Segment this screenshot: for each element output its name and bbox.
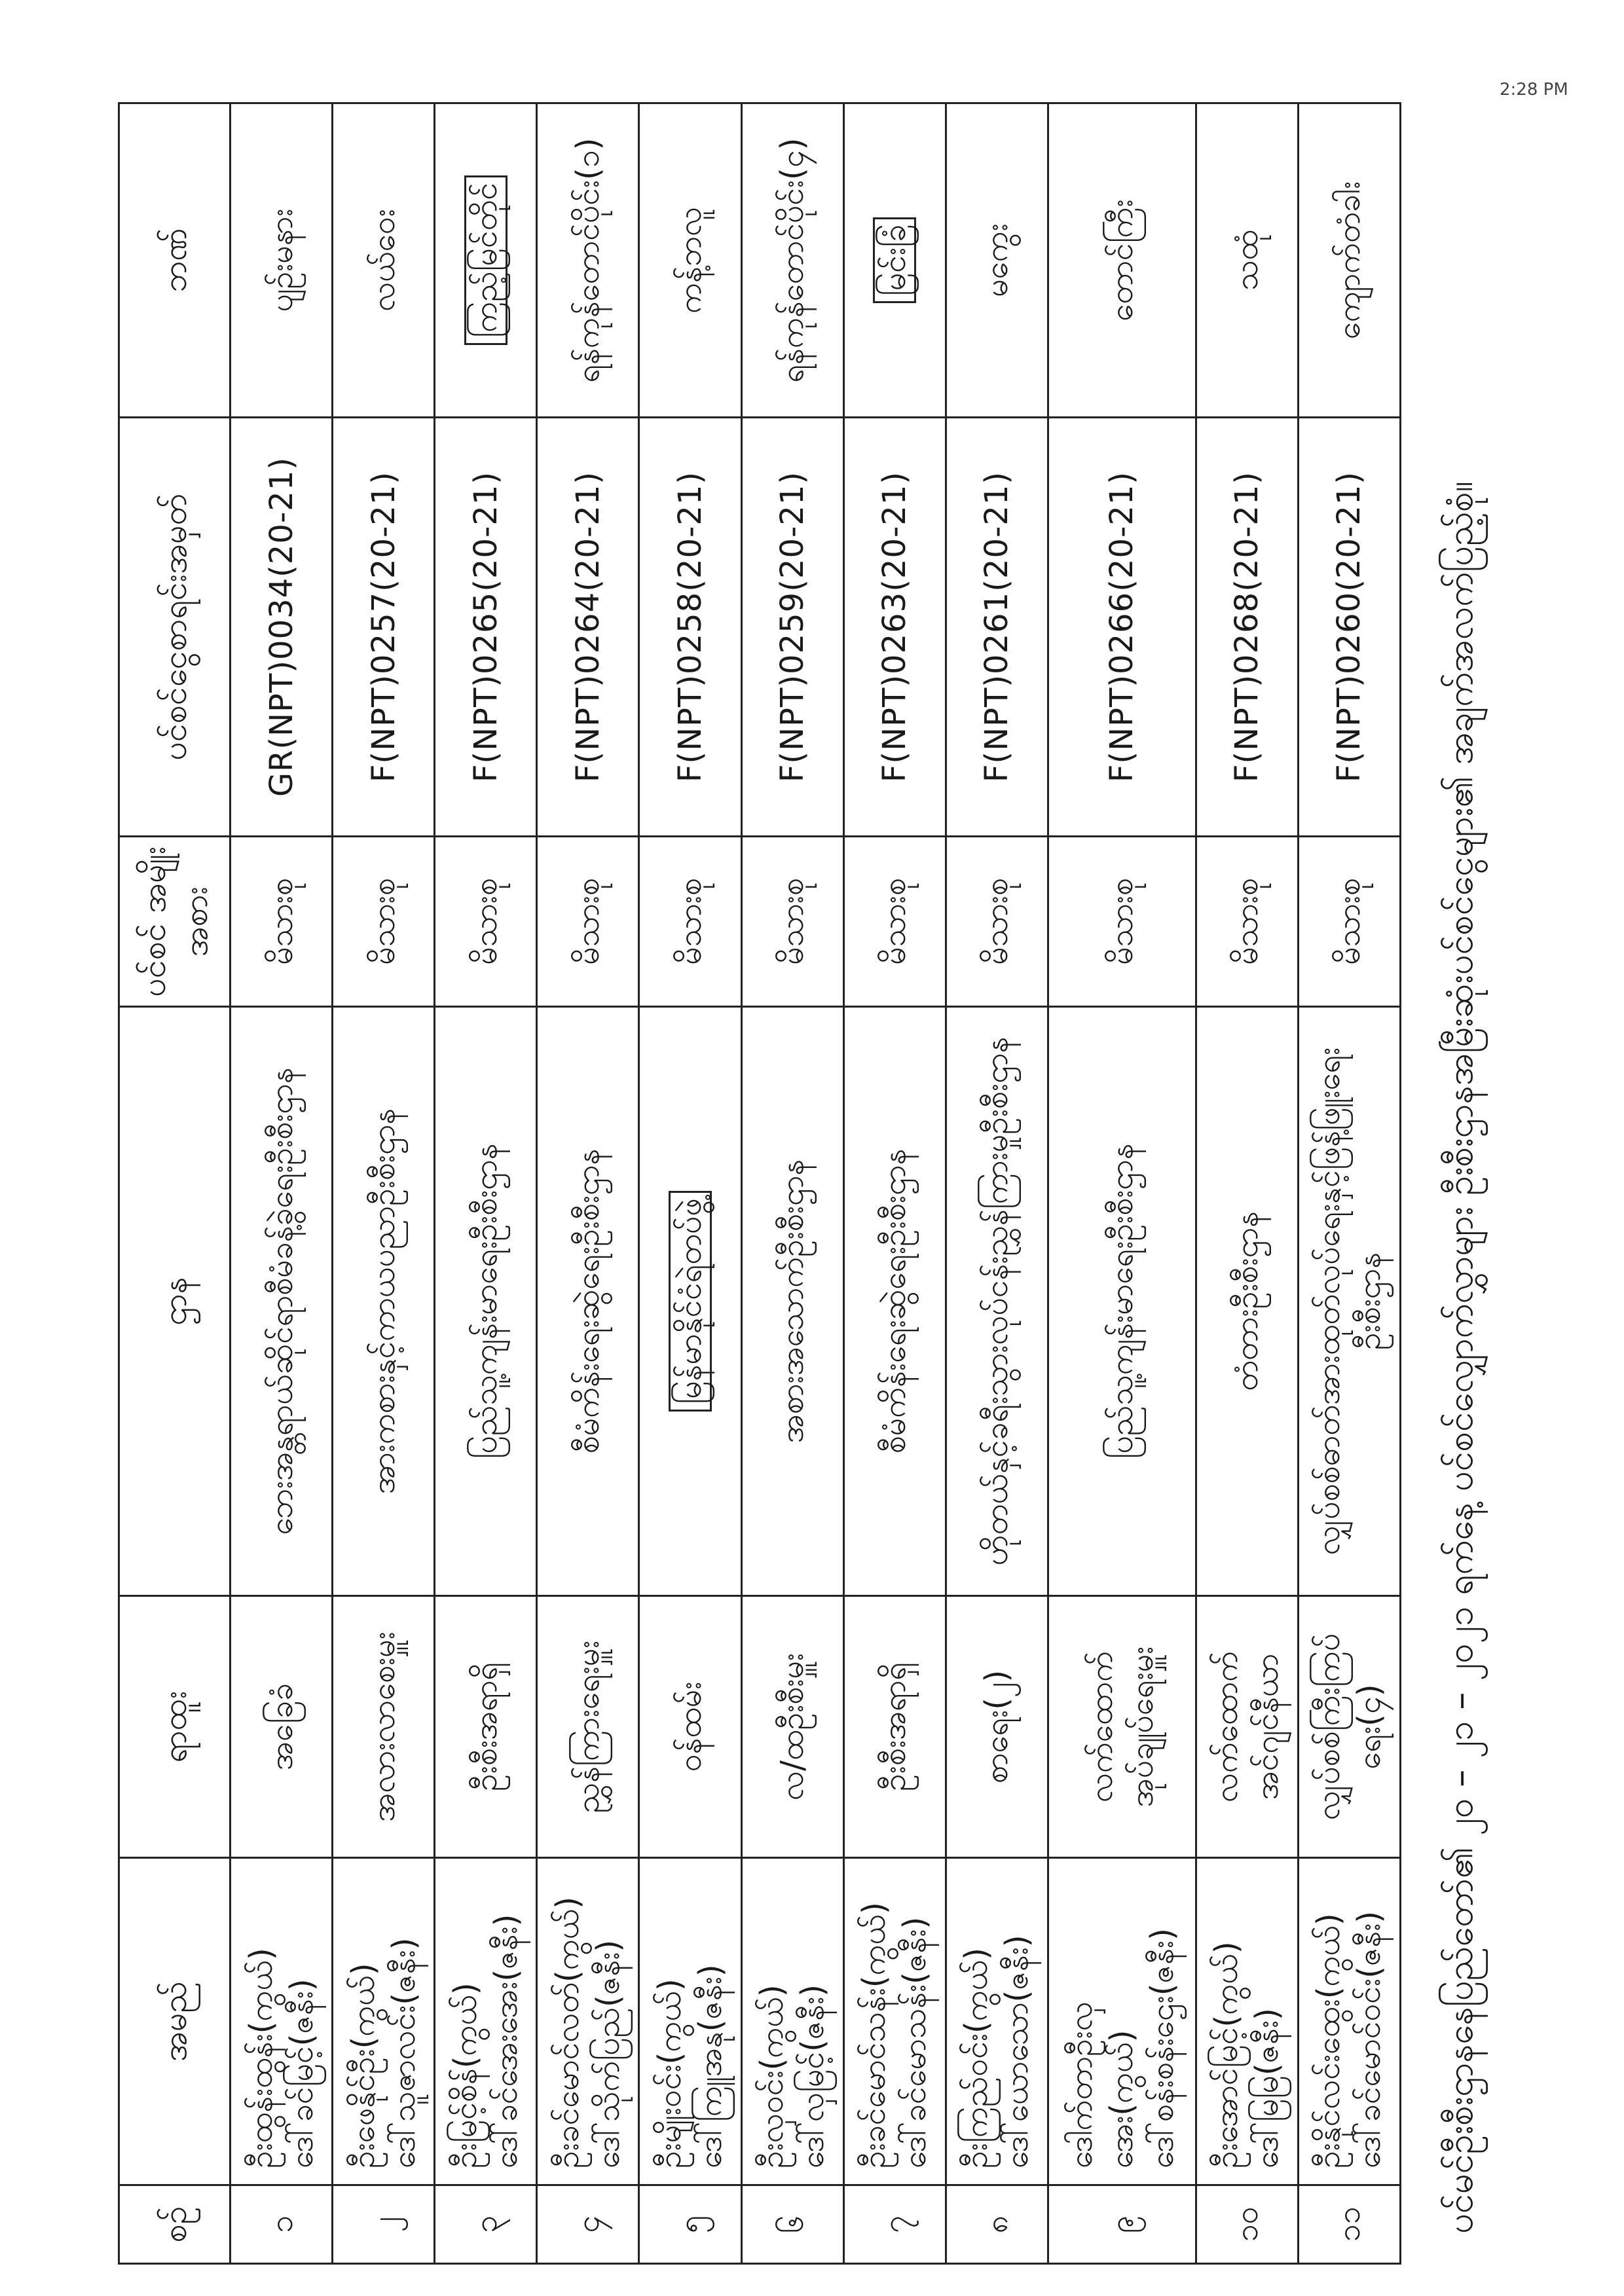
cell-name [946, 1858, 1048, 2185]
table-row [231, 103, 333, 2264]
cell-no: ၉ [1048, 2185, 1196, 2264]
document-title: ပင်မင်ဦးစီးဌာနနေပြည်တော်၏ ၂၀ – ၂၁ – ၂၀၂၁ ရက်နေ့ ပင်စင်လျှောက်လွှာများ ဦးစီးဌာနအမြီးဆုံးပင်စင်ငွေများ၏ အချက်အလက်ပြည့်စုံ။ [1439, 481, 1481, 2234]
beneficiary-name: ဒေါ်ခင်မောင်ဝင်း(ဇနီး) [1351, 1910, 1388, 2168]
cell-pension-type: မိသားစု [333, 837, 435, 1007]
cell-pension-type: မိသားစု [231, 837, 333, 1007]
cell-rank: ဦးစီးအရာရှိ [435, 1596, 537, 1858]
cell-bank: ရန်ကုန်တောင်ပိုင်း(၄) [741, 103, 843, 418]
cell-name [1196, 1858, 1298, 2185]
cell-rank: အလားလာစေးမှူး [333, 1596, 435, 1858]
cell-no: ၃ [435, 2185, 537, 2264]
cell-pension-number: F(NPT)0264(20-21) [537, 418, 639, 837]
cell-rank: ဝန်ထမ်း [639, 1596, 741, 1858]
cell-department: ဘေးအန္တရာယ်ဆိုင်ရာစီမံခန့်ခွဲရေးဦးစီးဌာန [231, 1007, 333, 1596]
cell-bank: ကျောက်တံခါး [1298, 103, 1400, 418]
cell-rank: လျှပ်စစ်ကြီးကြပ်ရေး(၄) [1298, 1596, 1400, 1858]
beneficiary-name: ဒေါ်ယောသော(ဇနီး) [999, 1935, 1036, 2168]
cell-bank: သထုံ [1196, 103, 1298, 418]
cell-pension-type: မိသားစု [741, 837, 843, 1007]
cell-pension-number: F(NPT)0260(20-21) [1298, 418, 1400, 837]
cell-pension-type: မိသားစု [639, 837, 741, 1007]
cell-pension-number: F(NPT)0263(20-21) [843, 418, 946, 837]
table-row [537, 103, 639, 2264]
deceased-name: ဒေါက်တာဦးလှအေး(ကွယ်) [1063, 2001, 1141, 2168]
cell-department [639, 1007, 741, 1596]
deceased-name: ဦးထွန်းထွန်း(ကွယ်) [242, 1948, 280, 2168]
cell-no: ၄ [537, 2185, 639, 2264]
cell-pension-number: F(NPT)0266(20-21) [1048, 418, 1196, 837]
cell-pension-type: မိသားစု [946, 837, 1048, 1007]
beneficiary-name: ဒေါ်ကြူအနု(ဇနီး) [692, 1964, 729, 2168]
table-row [1196, 103, 1298, 2264]
deceased-name: ဦးခင်မောင်သန်း(ကွယ်) [856, 1902, 893, 2168]
header-pension-type: ပင်စင် အမျိုးအစား [119, 837, 231, 1007]
cell-no: ၅ [639, 2185, 741, 2264]
beneficiary-name: ဒေါ်လှမြင့်(ဇနီး) [794, 1984, 832, 2168]
rank-line-2: အုပ်ချုပ်ရေးမှူး [1124, 1646, 1161, 1808]
table-row [639, 103, 741, 2264]
cell-department [1298, 1007, 1400, 1596]
cell-pension-type: မိသားစု [537, 837, 639, 1007]
cell-bank: ကန့်ဘလူ [639, 103, 741, 418]
beneficiary-name: ဒေါ်မြမြ(ဇနီး) [1249, 2008, 1286, 2168]
cell-pension-type: မိသားစု [1196, 837, 1298, 1007]
cell-no: ၁ [231, 2185, 333, 2264]
cell-no: ၂ [333, 2185, 435, 2264]
beneficiary-name: ဒေါ်သူဇာလင်း(ဇနီး) [385, 1937, 422, 2168]
cell-rank: စာရေး(၂) [946, 1596, 1048, 1858]
cell-department: တံတားဦးစီးဌာန [1196, 1007, 1298, 1596]
bank-name-boxed: မြင်းခြံ [873, 217, 916, 303]
department-line-2: ဦးစီးဌာန [1351, 1252, 1388, 1351]
bank-name-boxed: ကြည့်မြင်တိုင် [464, 175, 507, 345]
cell-name [639, 1858, 741, 2185]
cell-pension-number: F(NPT)0268(20-21) [1196, 418, 1298, 837]
cell-rank: ညွှန်ကြားရေးမှူး [537, 1596, 639, 1858]
department-boxed: မြန်မာနိုင်ငံရဲတပ်ဖွဲ့ [669, 1191, 712, 1412]
cell-pension-number: GR(NPT)0034(20-21) [231, 418, 333, 837]
cell-name [333, 1858, 435, 2185]
cell-name [843, 1858, 946, 2185]
cell-department: ပြည်သူ့ကျန်းမာရေးဦးစီးဌာန [1048, 1007, 1196, 1596]
cell-department: အစားအသောက်ဦးစီးဌာန [741, 1007, 843, 1596]
cell-no: ၇ [843, 2185, 946, 2264]
cell-name [537, 1858, 639, 2185]
cell-name [1298, 1858, 1400, 2185]
header-name: အမည် [119, 1858, 231, 2185]
rank-line-1: လက်ထောက် [1083, 1650, 1120, 1803]
deceased-name: ဦးဖေနိုင်ဦး(ကွယ်) [344, 1963, 382, 2168]
header-pension-number: ပင်စင်ငွေစာရင်းအမှတ် [119, 418, 231, 837]
department-line-1: လျှပ်စစ်ဓာတ်အားထုတ်လုပ်ရေးနှင့်ဖြန့်ဖြူးရေး [1310, 1047, 1348, 1556]
deceased-name: ဦးနိုင်လင်းထွေး(ကွယ်) [1310, 1913, 1348, 2168]
cell-department: အားကစားနှင့်ကာယပညာဦးစီးဌာန [333, 1007, 435, 1596]
cell-rank: အခြေခံ [231, 1596, 333, 1858]
cell-no: ၈ [946, 2185, 1048, 2264]
table-row [333, 103, 435, 2264]
cell-rank [1048, 1596, 1196, 1858]
cell-pension-type: မိသားစု [843, 837, 946, 1007]
cell-no: ၆ [741, 2185, 843, 2264]
cell-department: ပြည်သူ့ကျန်းမာရေးဦးစီးဌာန [435, 1007, 537, 1596]
rank-line-2: အင်ဂျင်နီယာ [1249, 1653, 1286, 1800]
beneficiary-name: ဒေါ်ခင်မြင့်(ဇနီး) [283, 1978, 320, 2168]
cell-bank: ပျဉ်းမနား [231, 103, 333, 418]
header-bank: ဘဏ် [119, 103, 231, 418]
cell-pension-number: F(NPT)0258(20-21) [639, 418, 741, 837]
deceased-name: ဦးအောင်မြင့်(ကွယ်) [1208, 1941, 1246, 2168]
cell-name [231, 1858, 333, 2185]
beneficiary-name: ဒေါ်ခင်မောသန်း(ဇနီး) [896, 1916, 934, 2168]
cell-bank: ရန်ကုန်တောင်ပိုင်း(၁) [537, 103, 639, 418]
table-row [1048, 103, 1196, 2264]
table-row [435, 103, 537, 2264]
cell-pension-type: မိသားစု [1048, 837, 1196, 1007]
beneficiary-name: ဒေါ်ခင်အေးအေး(ဇနီး) [487, 1914, 525, 2168]
cell-pension-type: မိသားစု [1298, 837, 1400, 1007]
beneficiary-name: ဒေါ်သိုက်ပြည်(ဇနီး) [589, 1939, 627, 2168]
table-row [946, 103, 1048, 2264]
rank-line-1: လက်ထောက် [1208, 1650, 1246, 1803]
header-department: ဌာန [119, 1007, 231, 1596]
table-header-row [119, 103, 231, 2264]
cell-bank [435, 103, 537, 418]
cell-department: စီမံကိန်းရေးဆွဲရေးဦးစီးဌာန [537, 1007, 639, 1596]
cell-pension-number: F(NPT)0257(20-21) [333, 418, 435, 837]
cell-rank: ဦးစီးအရာရှိ [843, 1596, 946, 1858]
cell-pension-number: F(NPT)0261(20-21) [946, 418, 1048, 837]
cell-rank: လ/ထဦးစီးမှူး [741, 1596, 843, 1858]
cell-pension-number: F(NPT)0265(20-21) [435, 418, 537, 837]
scan-timestamp: 2:28 PM [1500, 80, 1568, 100]
deceased-name: ဦးခင်မောင်လတ်(ကွယ်) [549, 1896, 586, 2168]
pension-table [118, 102, 1401, 2265]
cell-bank: လယ်ဝေး [333, 103, 435, 418]
cell-department: စီမံကိန်းရေးဆွဲရေးဦးစီးဌာန [843, 1007, 946, 1596]
deceased-name: ဦးလှဝင်း(ကွယ်) [754, 1984, 791, 2168]
header-rank: ရာထူး [119, 1596, 231, 1858]
cell-name [435, 1858, 537, 2185]
cell-no: ၁၀ [1196, 2185, 1298, 2264]
cell-no: ၁၁ [1298, 2185, 1400, 2264]
table-row [741, 103, 843, 2264]
deceased-name: ဦးမျိုးဝင်း(ကွယ်) [651, 1978, 688, 2168]
deceased-name: ဦးကြည်ဝင်း(ကွယ်) [958, 1947, 995, 2168]
cell-rank [1196, 1596, 1298, 1858]
deceased-name: ဦးမြင့်စိန်(ကွယ်) [447, 1982, 484, 2168]
cell-pension-type: မိသားစု [435, 837, 537, 1007]
beneficiary-name: ဒေါ်စန်းစန်းဌေး(ဇနီး) [1144, 1928, 1181, 2168]
table-row [1298, 103, 1400, 2264]
cell-name [1048, 1858, 1196, 2185]
cell-bank [843, 103, 946, 418]
header-no: စဉ် [119, 2185, 231, 2264]
cell-bank: တောင်ကြီး [1048, 103, 1196, 418]
cell-name [741, 1858, 843, 2185]
cell-department: ဟိုတယ်နှင့်ခရီးသွားလုပ်ငန်းညွှန်ကြားမှုဦးစီးဌာန [946, 1007, 1048, 1596]
table-row [843, 103, 946, 2264]
cell-bank: မကွေး [946, 103, 1048, 418]
cell-pension-number: F(NPT)0259(20-21) [741, 418, 843, 837]
